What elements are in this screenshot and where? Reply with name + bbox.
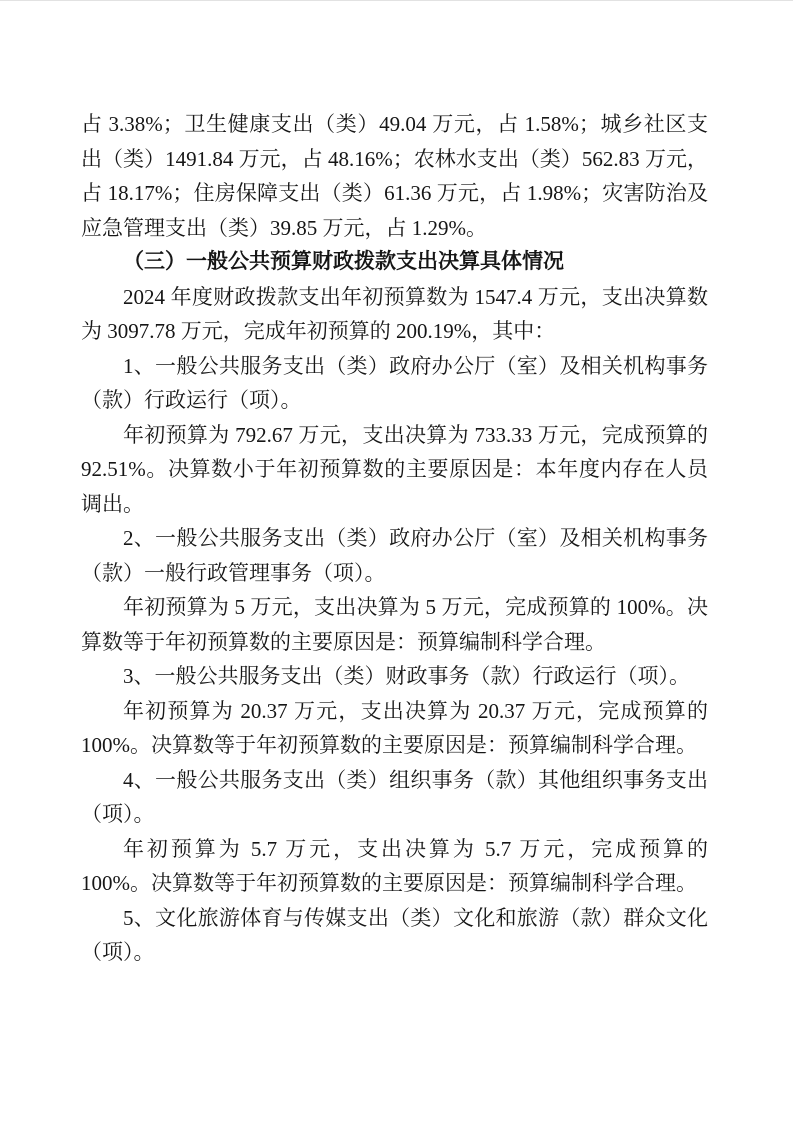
paragraph-item-5-title: 5、文化旅游体育与传媒支出（类）文化和旅游（款）群众文化（项）。 bbox=[81, 905, 708, 964]
paragraph-expenditure-breakdown-continuation: 占 3.38%；卫生健康支出（类）49.04 万元，占 1.58%；城乡社区支出（类）1491.84 万元，占 48.16%；农林水支出（类）562.83 万元，占 18.17%；住房保障支出（类）61.36 万元，占 1.98%；灾害防治及应急管理支出（类）39.85 万元，占 1.29%。 bbox=[81, 112, 708, 240]
paragraph-item-2-title: 2、一般公共服务支出（类）政府办公厅（室）及相关机构事务（款）一般行政管理事务（项）。 bbox=[81, 526, 708, 585]
paragraph-item-3-detail: 年初预算为 20.37 万元，支出决算为 20.37 万元，完成预算的 100%。决算数等于年初预算数的主要原因是：预算编制科学合理。 bbox=[81, 698, 708, 757]
paragraph-item-1-title: 1、一般公共服务支出（类）政府办公厅（室）及相关机构事务（款）行政运行（项）。 bbox=[81, 353, 708, 412]
paragraph-2024-budget-summary: 2024 年度财政拨款支出年初预算数为 1547.4 万元，支出决算数为 3097.78 万元，完成年初预算的 200.19%，其中： bbox=[81, 284, 708, 343]
document-text-block bbox=[81, 107, 708, 970]
paragraph-item-2-detail: 年初预算为 5 万元，支出决算为 5 万元，完成预算的 100%。决算数等于年初预算数的主要原因是：预算编制科学合理。 bbox=[81, 595, 708, 654]
section-heading-3-fiscal-appropriation-expenditure-details: （三）一般公共预算财政拨款支出决算具体情况 bbox=[123, 250, 564, 273]
paragraph-item-4-detail: 年初预算为 5.7 万元，支出决算为 5.7 万元，完成预算的 100%。决算数等于年初预算数的主要原因是：预算编制科学合理。 bbox=[81, 836, 708, 895]
paragraph-item-1-detail: 年初预算为 792.67 万元，支出决算为 733.33 万元，完成预算的 92.51%。决算数小于年初预算数的主要原因是：本年度内存在人员调出。 bbox=[81, 422, 708, 516]
paragraph-item-3-title: 3、一般公共服务支出（类）财政事务（款）行政运行（项）。 bbox=[123, 664, 690, 688]
paragraph-item-4-title: 4、一般公共服务支出（类）组织事务（款）其他组织事务支出（项）。 bbox=[81, 767, 708, 826]
